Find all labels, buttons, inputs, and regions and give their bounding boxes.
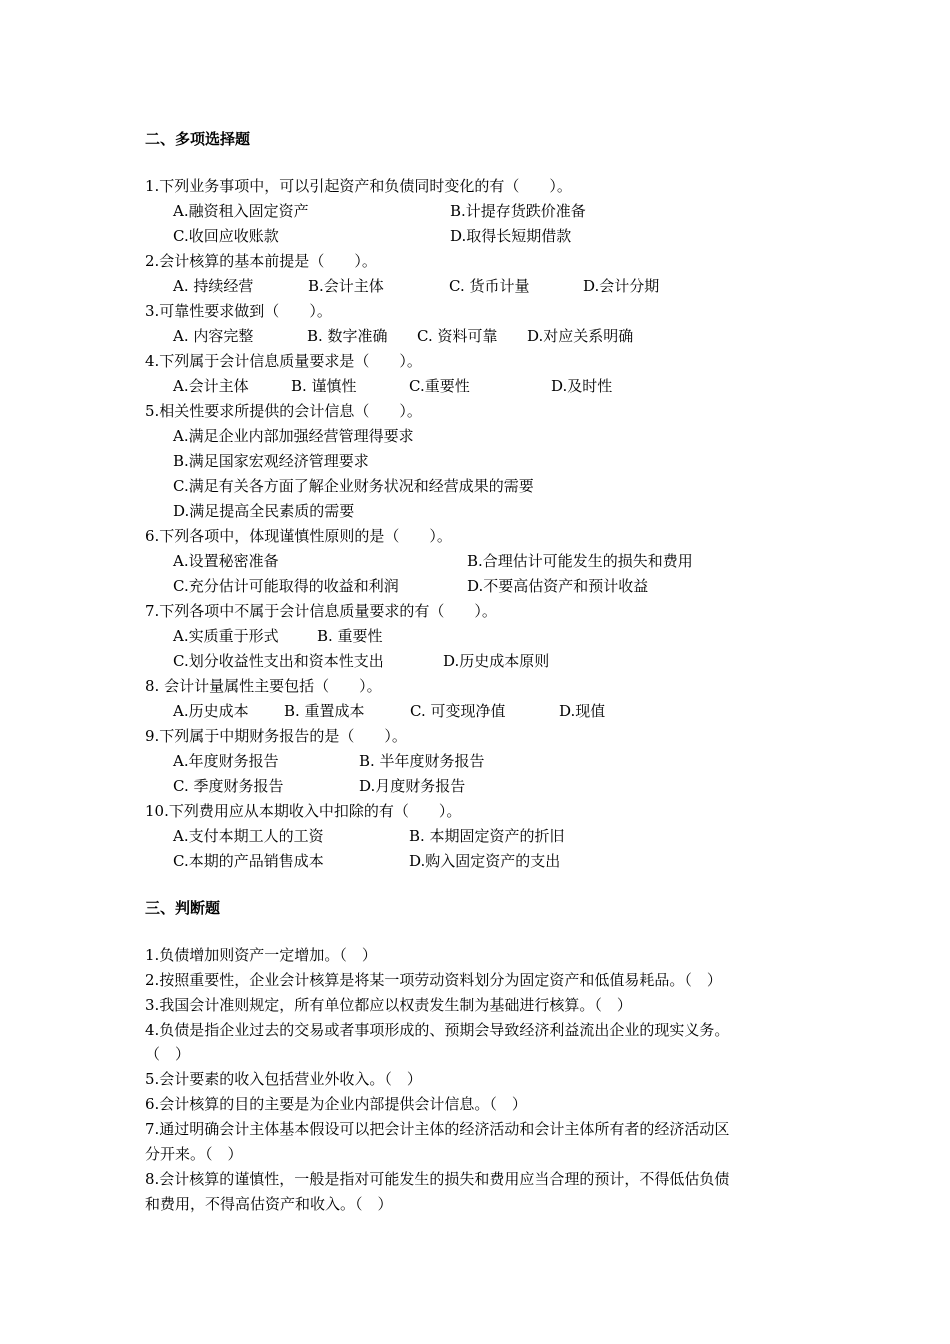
question-stem: 8. 会计计量属性主要包括（ ）。 xyxy=(145,677,382,695)
question-stem: 3.可靠性要求做到（ ）。 xyxy=(145,302,332,320)
question-stem: 7.下列各项中不属于会计信息质量要求的有（ ）。 xyxy=(145,602,497,620)
judge-item-continued: 和费用，不得高估资产和收入。（ ） xyxy=(145,1195,393,1213)
judge-item: 5.会计要素的收入包括营业外收入。（ ） xyxy=(145,1070,422,1088)
section-heading-multiple-choice: 二、多项选择题 xyxy=(145,130,251,148)
option: B. 半年度财务报告 xyxy=(359,752,485,770)
option: A.历史成本 xyxy=(173,702,249,720)
question-stem: 9.下列属于中期财务报告的是（ ）。 xyxy=(145,727,407,745)
option: D.取得长短期借款 xyxy=(450,227,572,245)
option: B.计提存货跌价准备 xyxy=(450,202,586,220)
option: A. 内容完整 xyxy=(173,327,254,345)
option: D.会计分期 xyxy=(583,277,660,295)
option: D.不要高估资产和预计收益 xyxy=(467,577,649,595)
option: C. 季度财务报告 xyxy=(173,777,284,795)
option: A.实质重于形式 xyxy=(173,627,279,645)
option: D.购入固定资产的支出 xyxy=(409,852,561,870)
judge-item: 4.负债是指企业过去的交易或者事项形成的、预期会导致经济利益流出企业的现实义务。 xyxy=(145,1021,730,1039)
judge-item: 8.会计核算的谨慎性，一般是指对可能发生的损失和费用应当合理的预计，不得低估负债 xyxy=(145,1170,730,1188)
judge-item: 7.通过明确会计主体基本假设可以把会计主体的经济活动和会计主体所有者的经济活动区 xyxy=(145,1120,730,1138)
judge-item: 2.按照重要性，企业会计核算是将某一项劳动资料划分为固定资产和低值易耗品。（ ） xyxy=(145,971,722,989)
option: D.对应关系明确 xyxy=(527,327,634,345)
judge-item-continued: （ ） xyxy=(145,1045,191,1063)
option: A.年度财务报告 xyxy=(173,752,279,770)
option: A.设置秘密准备 xyxy=(173,552,279,570)
option: C.重要性 xyxy=(409,377,470,395)
question-stem: 10.下列费用应从本期收入中扣除的有（ ）。 xyxy=(145,802,462,820)
option: C.收回应收账款 xyxy=(173,227,279,245)
option: B. 谨慎性 xyxy=(291,377,357,395)
option: B. 数字准确 xyxy=(307,327,388,345)
question-stem: 5.相关性要求所提供的会计信息（ ）。 xyxy=(145,402,422,420)
question-stem: 2.会计核算的基本前提是（ ）。 xyxy=(145,252,377,270)
option: B. 重要性 xyxy=(317,627,383,645)
option: D.及时性 xyxy=(551,377,613,395)
question-stem: 6.下列各项中，体现谨慎性原则的是（ ）。 xyxy=(145,527,452,545)
judge-item-continued: 分开来。（ ） xyxy=(145,1145,243,1163)
option: C.本期的产品销售成本 xyxy=(173,852,324,870)
option: B. 重置成本 xyxy=(284,702,365,720)
option: A.支付本期工人的工资 xyxy=(173,827,324,845)
option: C.划分收益性支出和资本性支出 xyxy=(173,652,384,670)
judge-item: 3.我国会计准则规定，所有单位都应以权责发生制为基础进行核算。（ ） xyxy=(145,996,632,1014)
option: D.月度财务报告 xyxy=(359,777,466,795)
option: C.满足有关各方面了解企业财务状况和经营成果的需要 xyxy=(173,477,534,495)
question-stem: 1.下列业务事项中，可以引起资产和负债同时变化的有（ ）。 xyxy=(145,177,572,195)
option: B.会计主体 xyxy=(308,277,384,295)
option: C. 可变现净值 xyxy=(410,702,506,720)
option: C. 货币计量 xyxy=(449,277,530,295)
option: C. 资料可靠 xyxy=(417,327,498,345)
option: D.现值 xyxy=(559,702,606,720)
option: A. 持续经营 xyxy=(173,277,254,295)
option: A.满足企业内部加强经营管理得要求 xyxy=(173,427,414,445)
option: A.会计主体 xyxy=(173,377,249,395)
section-heading-true-false: 三、判断题 xyxy=(145,899,221,917)
judge-item: 1.负债增加则资产一定增加。（ ） xyxy=(145,946,377,964)
option: D.历史成本原则 xyxy=(443,652,550,670)
question-stem: 4.下列属于会计信息质量要求是（ ）。 xyxy=(145,352,422,370)
option: B.合理估计可能发生的损失和费用 xyxy=(467,552,693,570)
option: B.满足国家宏观经济管理要求 xyxy=(173,452,369,470)
option: C.充分估计可能取得的收益和利润 xyxy=(173,577,399,595)
option: D.满足提高全民素质的需要 xyxy=(173,502,355,520)
judge-item: 6.会计核算的目的主要是为企业内部提供会计信息。（ ） xyxy=(145,1095,527,1113)
option: A.融资租入固定资产 xyxy=(173,202,309,220)
option: B. 本期固定资产的折旧 xyxy=(409,827,565,845)
